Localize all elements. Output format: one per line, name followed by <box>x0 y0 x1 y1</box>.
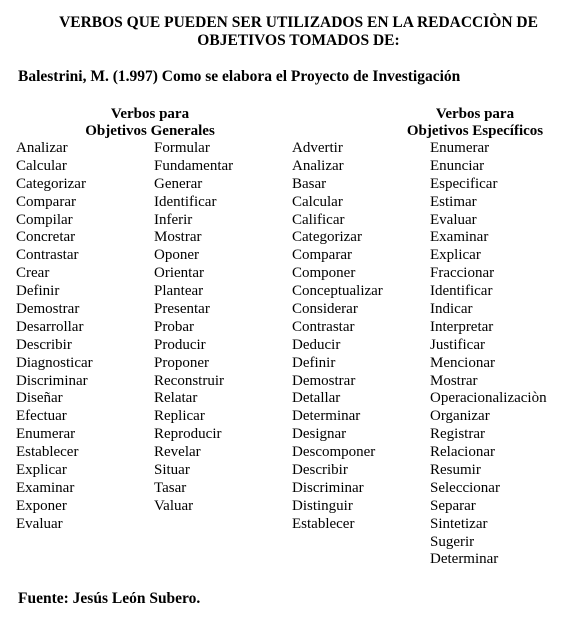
verb-item: Categorizar <box>292 229 362 246</box>
header-objetivos-especificos <box>390 106 560 140</box>
verb-item: Operacionalizaciòn <box>430 390 547 407</box>
verb-item: Organizar <box>430 408 490 425</box>
verb-item: Crear <box>16 265 50 282</box>
verb-item: Descomponer <box>292 444 376 461</box>
verb-item: Proponer <box>154 354 209 371</box>
verb-item: Calcular <box>292 193 343 210</box>
verb-item: Relacionar <box>430 444 495 461</box>
verb-item: Explicar <box>430 247 481 264</box>
verb-item: Producir <box>154 336 206 353</box>
verb-item: Evaluar <box>16 515 63 532</box>
verb-item: Discriminar <box>292 479 364 496</box>
verb-item: Diseñar <box>16 390 63 407</box>
verb-item: Sugerir <box>430 533 475 550</box>
verb-item: Mencionar <box>430 354 495 371</box>
verb-item: Determinar <box>430 551 499 568</box>
verb-item: Describir <box>16 336 72 353</box>
verb-item: Especificar <box>430 175 498 192</box>
verb-item: Basar <box>292 175 327 192</box>
verb-item: Designar <box>292 426 347 443</box>
verb-item: Registrar <box>430 426 485 443</box>
verb-item: Relatar <box>154 390 198 407</box>
verb-item: Reconstruir <box>154 372 224 389</box>
verb-item: Replicar <box>154 408 205 425</box>
verb-item: Mostrar <box>154 229 202 246</box>
verb-item: Advertir <box>292 140 343 156</box>
verb-item: Estimar <box>430 193 477 210</box>
verb-item: Distinguir <box>292 497 353 514</box>
verb-item: Plantear <box>154 283 204 300</box>
verb-item: Comparar <box>16 193 76 210</box>
verb-item: Mostrar <box>430 372 478 389</box>
verb-item: Conceptualizar <box>292 283 383 300</box>
verb-item: Describir <box>292 462 348 479</box>
verb-item: Categorizar <box>16 175 86 192</box>
title-line-1: VERBOS QUE PUEDEN SER UTILIZADOS EN LA REDACCIÒN DE <box>59 14 538 31</box>
verb-item: Compilar <box>16 211 73 228</box>
verb-item: Efectuar <box>16 408 67 425</box>
verb-item: Analizar <box>292 157 344 174</box>
verb-column-especificos-2 <box>430 140 547 569</box>
verb-item: Contrastar <box>16 247 79 264</box>
verb-item: Desarrollar <box>16 318 84 335</box>
header-general-line-1: Verbos para <box>110 106 190 122</box>
verb-item: Separar <box>430 497 476 514</box>
verb-item: Componer <box>292 265 356 282</box>
verb-item: Fraccionar <box>430 265 495 282</box>
verb-item: Comparar <box>292 247 352 264</box>
title-line-2: OBJETIVOS TOMADOS DE: <box>197 32 400 49</box>
source-citation: Fuente: Jesús León Subero. <box>18 590 201 607</box>
verb-item: Enumerar <box>16 426 76 443</box>
bibliographic-reference: Balestrini, M. (1.997) Como se elabora el Proyecto de Investigación <box>18 68 461 85</box>
verb-item: Enumerar <box>430 140 490 156</box>
verb-item: Definir <box>16 283 60 300</box>
verb-item: Diagnosticar <box>16 354 93 371</box>
verb-item: Reproducir <box>154 426 222 443</box>
header-especificos-line-2: Objetivos Específicos <box>406 123 544 139</box>
header-general-line-2: Objetivos Generales <box>85 123 215 139</box>
verb-item: Demostrar <box>292 372 356 389</box>
verb-item: Justificar <box>430 336 485 353</box>
verb-item: Contrastar <box>292 318 355 335</box>
verb-item: Establecer <box>16 444 79 461</box>
verb-item: Considerar <box>292 301 358 318</box>
verb-item: Interpretar <box>430 318 494 335</box>
verb-item: Orientar <box>154 265 204 282</box>
verb-item: Determinar <box>292 408 361 425</box>
verb-item: Detallar <box>292 390 341 407</box>
verb-item: Resumir <box>430 462 481 479</box>
header-objetivos-generales <box>60 106 240 140</box>
verb-item: Exponer <box>16 497 67 514</box>
verb-column-general-2 <box>154 140 233 516</box>
verb-item: Calcular <box>16 157 67 174</box>
verb-item: Identificar <box>430 283 493 300</box>
verb-item: Sintetizar <box>430 515 488 532</box>
verb-item: Enunciar <box>430 157 485 174</box>
verb-item: Concretar <box>16 229 76 246</box>
verb-item: Fundamentar <box>154 157 234 174</box>
document-title <box>0 14 563 50</box>
verb-item: Identificar <box>154 193 217 210</box>
verb-item: Oponer <box>154 247 199 264</box>
verb-item: Examinar <box>430 229 489 246</box>
verb-item: Formular <box>154 140 210 156</box>
verb-item: Inferir <box>154 211 193 228</box>
verb-item: Presentar <box>154 301 210 318</box>
verb-column-general-1 <box>16 140 93 534</box>
verb-item: Establecer <box>292 515 355 532</box>
verb-item: Valuar <box>154 497 194 514</box>
verb-item: Calificar <box>292 211 345 228</box>
header-especificos-line-1: Verbos para <box>435 106 515 122</box>
verb-item: Generar <box>154 175 203 192</box>
verb-item: Tasar <box>154 479 187 496</box>
verb-item: Examinar <box>16 479 75 496</box>
verb-item: Indicar <box>430 301 473 318</box>
verb-item: Seleccionar <box>430 479 500 496</box>
verb-column-especificos-1 <box>292 140 383 534</box>
verb-item: Deducir <box>292 336 341 353</box>
verb-item: Definir <box>292 354 336 371</box>
verb-item: Evaluar <box>430 211 477 228</box>
verb-item: Revelar <box>154 444 201 461</box>
verb-item: Analizar <box>16 140 68 156</box>
verb-item: Situar <box>154 462 190 479</box>
verb-item: Demostrar <box>16 301 80 318</box>
verb-item: Discriminar <box>16 372 88 389</box>
verb-item: Probar <box>154 318 194 335</box>
verb-item: Explicar <box>16 462 67 479</box>
